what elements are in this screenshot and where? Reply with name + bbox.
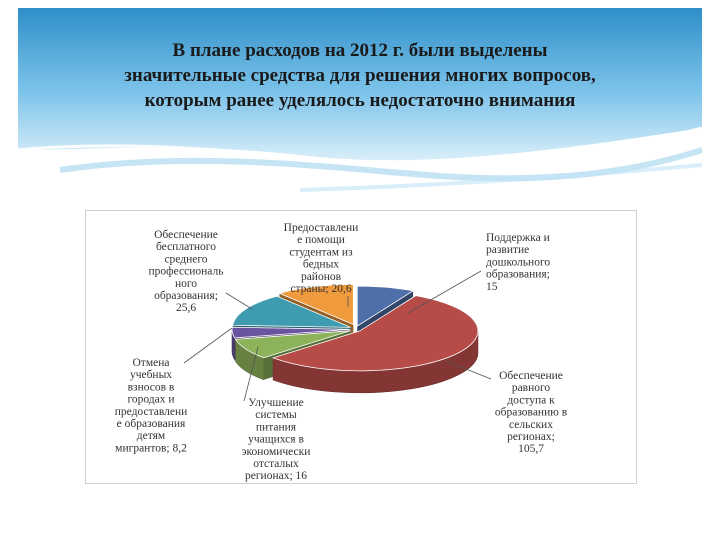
leader-line	[184, 328, 232, 363]
data-label-line: е помощи	[297, 234, 345, 247]
leader-line	[226, 293, 252, 309]
data-label-line: развитие	[486, 244, 530, 257]
data-label-line: образованию в	[494, 406, 568, 419]
data-label-line: студентам из	[289, 246, 353, 259]
data-label-line: регионах; 16	[244, 470, 308, 483]
pie-chart	[86, 211, 636, 483]
slide-title-line: которым ранее уделялось недостаточно внимания	[144, 90, 576, 111]
data-label-line: экономически	[241, 445, 311, 458]
data-label-line: Обеспечение	[499, 370, 563, 382]
data-label-line: сельских	[509, 418, 553, 431]
data-label-line: детям	[136, 430, 166, 443]
slide-title-line: значительные средства для решения многих вопросов,	[124, 65, 596, 86]
data-label-line: равного	[511, 382, 551, 395]
data-label	[115, 357, 188, 454]
data-label-line: ного	[174, 277, 198, 290]
data-label-line: бесплатного	[155, 241, 217, 254]
data-label-line: учащихся в	[248, 433, 304, 446]
data-label-line: 105,7	[518, 443, 544, 456]
data-label-line: предоставлени	[114, 405, 188, 418]
data-label-line: среднего	[164, 253, 208, 266]
data-label-line: регионах;	[507, 431, 555, 443]
data-label-line: Предоставлени	[283, 222, 359, 234]
data-label	[149, 229, 224, 314]
slide-title	[20, 38, 700, 113]
data-label-line: учебных	[129, 369, 173, 382]
data-label-line: районов	[300, 270, 342, 283]
data-label-line: системы	[255, 409, 297, 422]
data-label	[242, 397, 311, 482]
chart-figure	[85, 210, 637, 484]
data-label-line: отсталых	[253, 458, 299, 470]
slide-title-line: В плане расходов на 2012 г. были выделены	[172, 40, 548, 61]
data-label-line: образования;	[486, 268, 550, 281]
data-label-line: страны; 20,6	[290, 283, 352, 295]
data-label	[284, 222, 359, 295]
data-label	[486, 232, 550, 293]
data-label-line: е образования	[116, 418, 186, 430]
data-label-line: доступа к	[507, 394, 555, 407]
data-label-line: бедных	[302, 258, 340, 271]
data-label-line: питания	[255, 421, 297, 434]
data-label-line: взносов в	[127, 381, 175, 394]
data-label-line: Обеспечение	[154, 229, 218, 241]
data-label-line: 25,6	[175, 302, 197, 315]
data-label-line: дошкольного	[486, 256, 551, 269]
data-label-line: Улучшение	[248, 397, 304, 409]
data-label-line: Поддержка и	[486, 232, 550, 244]
data-label-line: мигрантов; 8,2	[115, 442, 187, 455]
data-label-line: Отмена	[132, 357, 170, 369]
data-label-line: городах и	[127, 393, 175, 406]
data-label-line: 15	[486, 280, 498, 293]
data-label-line: образования;	[154, 290, 218, 302]
data-label-line: профессиональ	[148, 265, 224, 278]
data-label	[495, 370, 568, 455]
